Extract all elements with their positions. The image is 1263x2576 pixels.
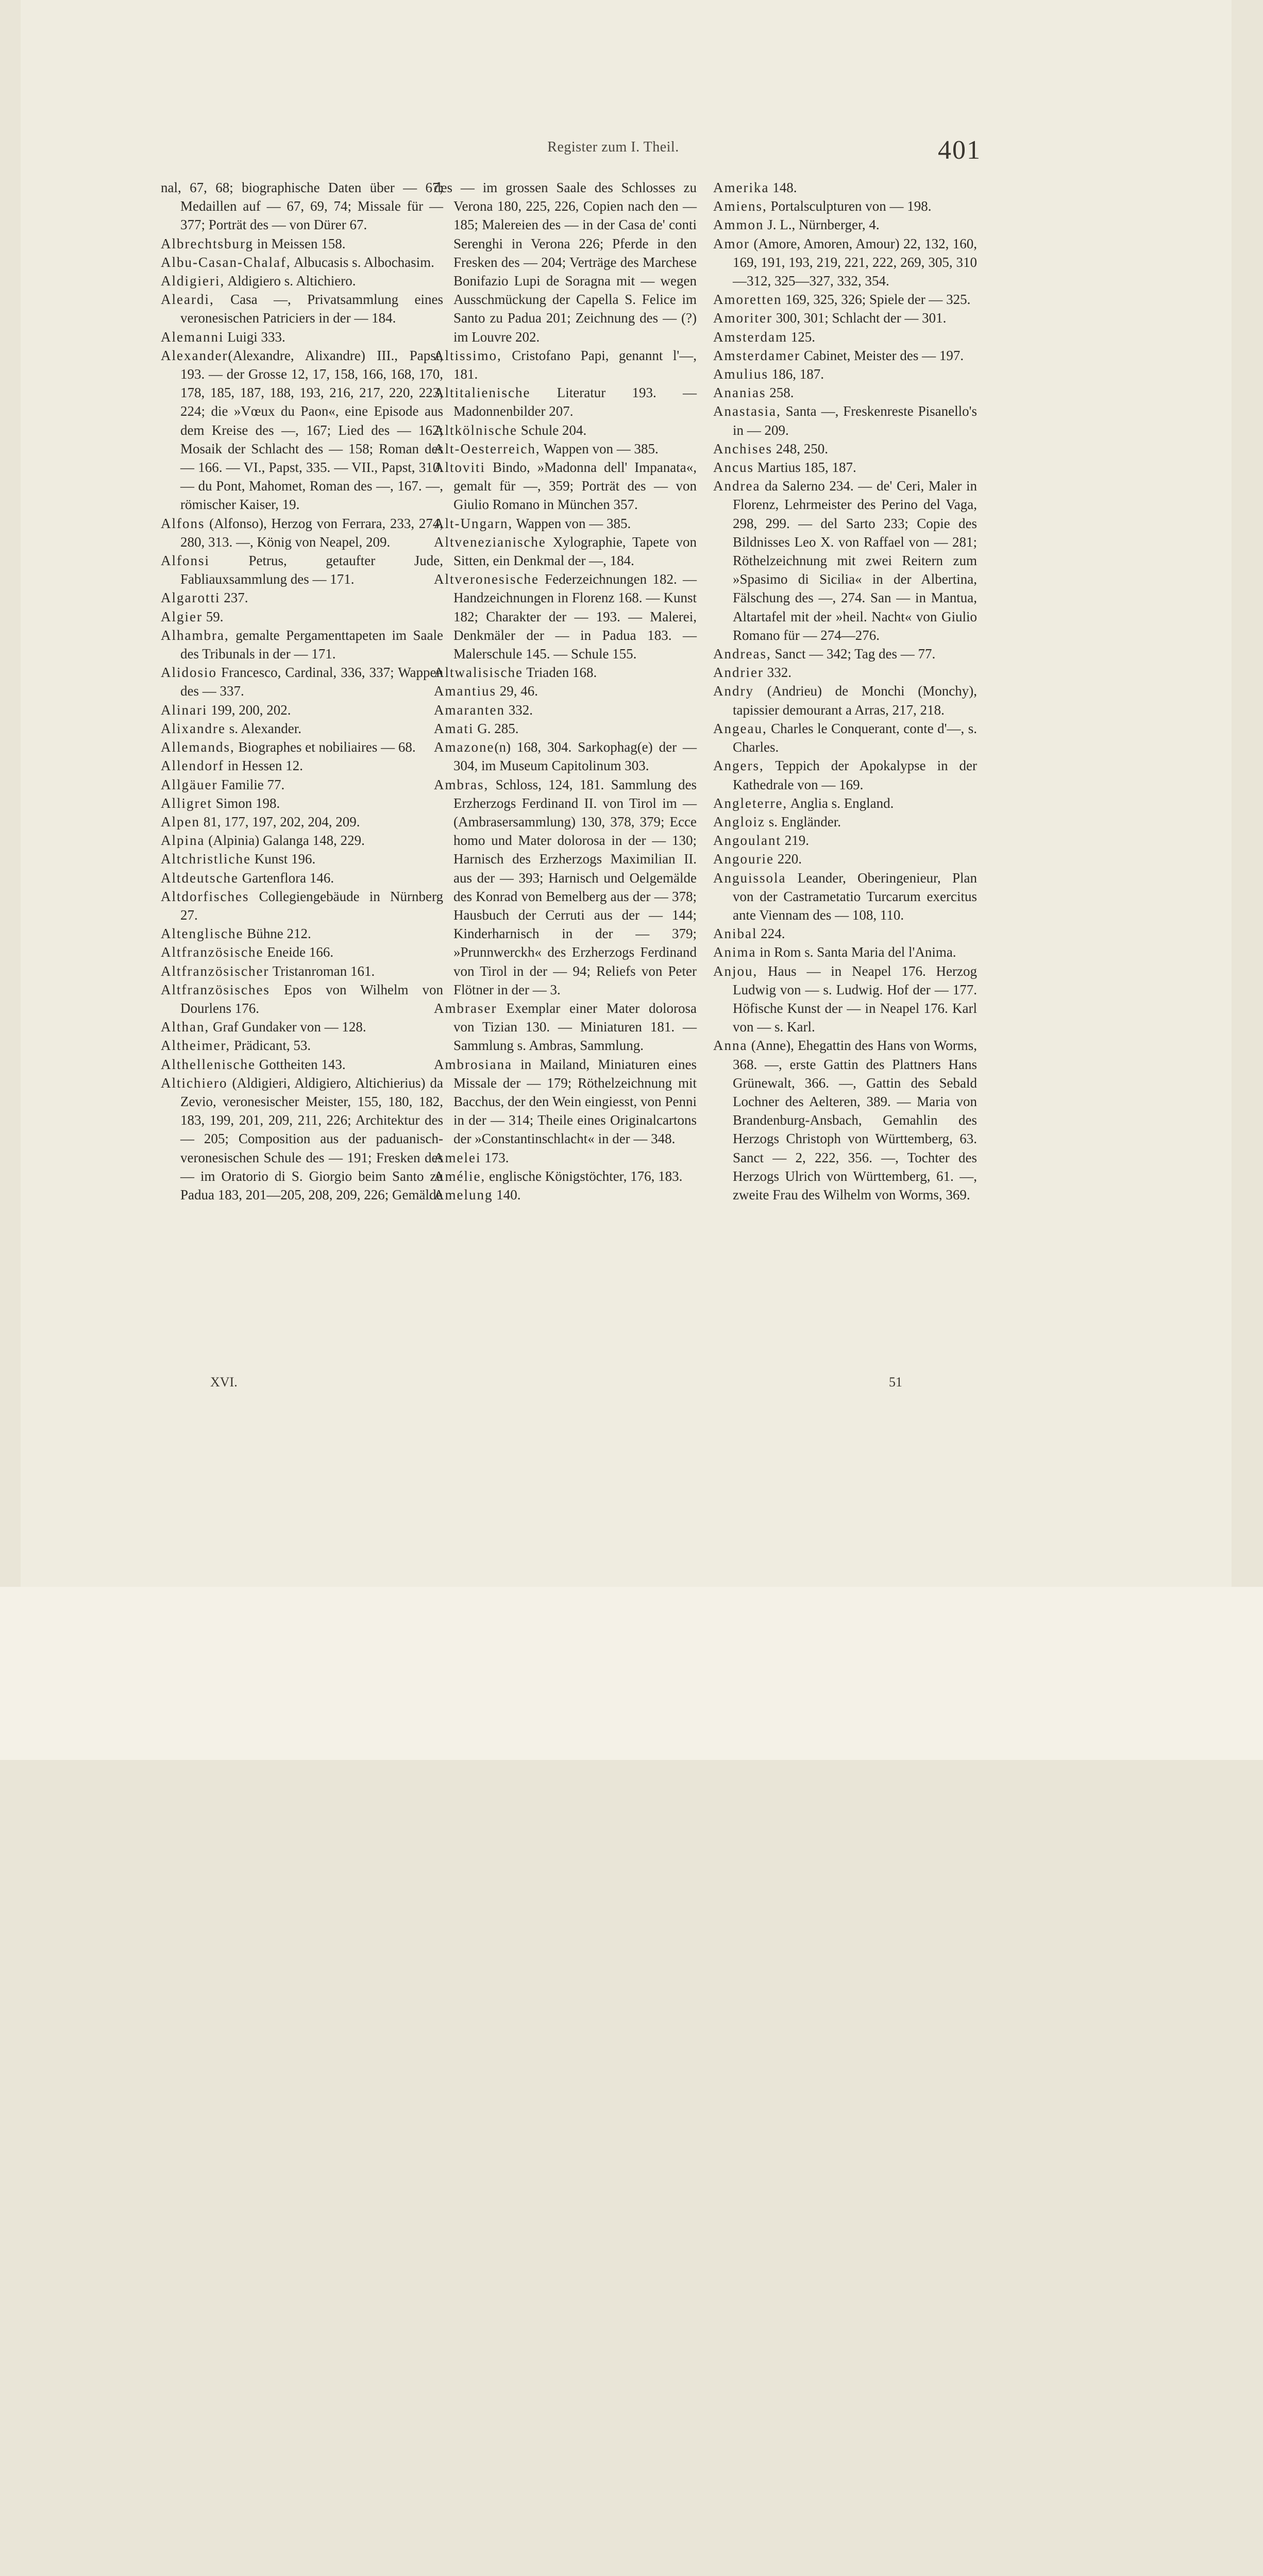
index-entry: [161, 328, 443, 346]
index-entry: [161, 812, 443, 831]
index-entry: [161, 775, 443, 794]
index-text: Sanct — 342; Tag des — 77.: [771, 646, 936, 662]
index-keyword: Altvenezianische: [434, 534, 546, 550]
index-entry: [713, 309, 977, 327]
index-entry: [713, 869, 977, 925]
index-text: Francesco, Cardinal, 336, 337; Wappen des — 337.: [180, 665, 443, 699]
index-keyword: Amelung: [434, 1187, 493, 1202]
index-entry: [713, 831, 977, 850]
index-entry: [713, 477, 977, 645]
index-keyword: Amoriter: [713, 310, 772, 326]
index-keyword: Ammon: [713, 217, 764, 233]
index-keyword: Aldigieri,: [161, 273, 225, 289]
index-entry: [161, 1055, 443, 1074]
index-text: 199, 200, 202.: [207, 702, 291, 718]
index-text: Teppich der Apokalypse in der Kathedrale von — 169.: [733, 758, 977, 792]
index-text: 224.: [757, 926, 785, 942]
index-text: G. 285.: [474, 720, 519, 736]
index-keyword: Altdorfisches: [161, 888, 249, 904]
index-text: 300, 301; Schlacht der — 301.: [772, 310, 947, 326]
index-text: 220.: [773, 851, 802, 867]
index-entry: [434, 1167, 697, 1185]
index-entry: [713, 962, 977, 1037]
index-keyword: Alligret: [161, 795, 212, 811]
index-text: Wappen von — 385.: [513, 515, 631, 531]
index-keyword: Ambraser: [434, 1000, 497, 1016]
index-keyword: Ancus: [713, 460, 754, 476]
index-text: Martius 185, 187.: [754, 460, 856, 476]
index-keyword: Aleardi,: [161, 292, 214, 308]
index-entry: [434, 346, 697, 383]
index-keyword: Amélie,: [434, 1168, 486, 1184]
index-keyword: Alexander: [161, 347, 228, 363]
index-entry: [161, 1074, 443, 1204]
index-text: Cristofano Papi, genannt l'—, 181.: [453, 347, 697, 382]
index-column-1: [161, 178, 443, 1389]
index-text: Albucasis s. Albochasim.: [291, 254, 434, 270]
index-text: 81, 177, 197, 202, 204, 209.: [199, 814, 360, 829]
index-text: Xylographie, Tapete von Sitten, ein Denkmal der —, 184.: [453, 534, 697, 569]
index-text: (Alfonso), Herzog von Ferrara, 233, 274, 280, 313. —, König von Neapel, 209.: [180, 515, 443, 550]
index-entry: [161, 346, 443, 514]
index-text: Familie 77.: [217, 776, 285, 792]
index-text: Tristanroman 161.: [269, 963, 375, 979]
index-keyword: Altitalienische: [434, 385, 531, 401]
index-text: des — im grossen Saale des Schlosses zu Verona 180, 225, 226, Copien nach den — 185; Malereien des — in der Casa de' conti Serenghi in Verona 226; Pferde in den Fresken des — 204; Verträge des Marchese Bonifazio Lupi de Soragna mit — wegen Ausschmückung der Capella S. Felice im Santo zu Padua 201; Zeichnung des — (?) im Louvre 202.: [434, 180, 697, 345]
index-entry: [161, 663, 443, 700]
index-text: Exemplar einer Mater dolorosa von Tizian 130. — Miniaturen 181. — Sammlung s. Ambras, Sammlung.: [453, 1000, 697, 1054]
index-text: Santa —, Freskenreste Pisanello's in — 209.: [733, 403, 977, 438]
index-text: 29, 46.: [496, 683, 538, 699]
index-keyword: Andry: [713, 683, 754, 699]
index-entry: [434, 533, 697, 570]
index-entry: [161, 588, 443, 607]
index-keyword: Anima: [713, 944, 756, 960]
index-keyword: Alpen: [161, 814, 200, 829]
index-entry: [161, 626, 443, 663]
index-text: 148.: [769, 180, 797, 195]
index-entry: [161, 514, 443, 551]
index-keyword: Ananias: [713, 385, 766, 401]
index-text: Schule 204.: [517, 422, 587, 438]
index-text: 237.: [220, 590, 248, 606]
index-entry: [434, 570, 697, 663]
index-entry: [713, 645, 977, 663]
index-keyword: Alfonsi: [161, 553, 210, 569]
index-keyword: Algier: [161, 608, 203, 624]
index-keyword: Altkölnische: [434, 422, 517, 438]
index-text: Anglia s. England.: [787, 795, 894, 811]
index-text: 59.: [202, 608, 224, 624]
index-entry: [713, 346, 977, 365]
index-entry: [161, 962, 443, 980]
index-keyword: Allemands,: [161, 739, 235, 755]
index-keyword: Altichiero: [161, 1075, 228, 1091]
index-text: in Meissen 158.: [253, 235, 346, 251]
index-text: J. L., Nürnberger, 4.: [764, 217, 880, 233]
index-keyword: Angourie: [713, 851, 774, 867]
index-column-2: [434, 178, 697, 1389]
index-text: Aldigiero s. Altichiero.: [225, 273, 356, 289]
index-keyword: Andrea: [713, 478, 761, 494]
index-text: Bühne 212.: [243, 926, 311, 942]
index-entry: [161, 887, 443, 924]
index-entry: [434, 383, 697, 420]
index-text: (Anne), Ehegattin des Hans von Worms, 368. —, erste Gattin des Plattners Hans Grünewalt, 366. —, Gattin des Sebald Lochner des Aelteren, 389. — Maria von Brandenburg-Ansbach, Gemahlin des Herzogs Christoph von Württemberg, 63. Sanct — 2, 222, 356. —, Tochter des Herzogs Ulrich von Württemberg, 61. —, zweite Frau des Wilhelm von Worms, 369.: [733, 1038, 977, 1202]
index-entry: [161, 924, 443, 943]
index-entry: [161, 831, 443, 850]
index-text: 186, 187.: [768, 366, 824, 382]
index-text: Luigi 333.: [224, 329, 285, 345]
index-keyword: Altoviti: [434, 460, 486, 476]
index-entry: [713, 197, 977, 215]
index-keyword: Althellenische: [161, 1056, 256, 1072]
index-entry: [434, 421, 697, 439]
index-entry: [161, 869, 443, 887]
index-keyword: Alt-Oesterreich,: [434, 440, 541, 456]
index-entry: [434, 775, 697, 999]
index-entry: [434, 682, 697, 700]
index-keyword: Allgäuer: [161, 776, 218, 792]
index-text: (Aldigieri, Aldigiero, Altichierius) da Zevio, veronesischer Meister, 155, 180, 182, 183, 199, 201, 209, 211, 226; Architektur des — 205; Composition aus der paduanisch-veronesischen Schule des — 191; Fresken des — im Oratorio di S. Giorgio beim Santo zu Padua 183, 201—205, 208, 209, 226; Gemälde: [180, 1075, 443, 1202]
index-entry: [434, 1055, 697, 1148]
index-text: Bindo, »Madonna dell' Impanata«, gemalt für —, 359; Porträt des — von Giulio Romano in München 357.: [453, 460, 697, 513]
index-text: (Amore, Amoren, Amour) 22, 132, 160, 169, 191, 193, 219, 221, 222, 269, 305, 310—312, 325—327, 332, 354.: [733, 235, 977, 289]
index-keyword: Albu-Casan-Chalaf,: [161, 254, 291, 270]
index-entry: [434, 999, 697, 1055]
index-keyword: Amiens,: [713, 198, 767, 214]
index-keyword: Anjou,: [713, 963, 758, 979]
index-keyword: Amsterdamer: [713, 347, 800, 363]
index-keyword: Althan,: [161, 1019, 210, 1035]
index-text: in Rom s. Santa Maria del l'Anima.: [756, 944, 956, 960]
index-text: Gottheiten 143.: [255, 1056, 346, 1072]
page-number: 401: [938, 135, 981, 165]
index-entry: [434, 701, 697, 719]
index-keyword: Amor: [713, 235, 750, 251]
index-keyword: Ambrosiana: [434, 1056, 512, 1072]
index-text: 169, 325, 326; Spiele der — 325.: [782, 292, 971, 308]
index-text: Graf Gundaker von — 128.: [209, 1019, 366, 1035]
index-keyword: Alidosio: [161, 665, 217, 681]
index-text: Biographes et nobiliaires — 68.: [234, 739, 416, 755]
index-entry: [161, 253, 443, 272]
index-text: Gartenflora 146.: [238, 870, 334, 886]
index-entry: [161, 794, 443, 812]
index-keyword: Anchises: [713, 440, 772, 456]
index-text: (n) 168, 304. Sarkophag(e) der — 304, im Museum Capitolinum 303.: [453, 739, 697, 774]
index-entry: [713, 328, 977, 346]
index-entry: [434, 514, 697, 533]
index-text: Portalsculpturen von — 198.: [767, 198, 932, 214]
index-text: in Mailand, Miniaturen eines Missale der — 179; Röthelzeichnung mit Bacchus, der den Wein eingiesst, von Penni in der — 314; Theile eines Originalcartons der »Constantinschlacht« in der — 348.: [453, 1056, 697, 1147]
index-text: Federzeichnungen 182. — Handzeichnungen in Florenz 168. — Kunst 182; Charakter der — 193. — Malerei, Denkmäler der — in Padua 183. — Malerschule 145. — Schule 155.: [453, 571, 697, 662]
index-keyword: Anastasia,: [713, 403, 781, 419]
index-entry: [713, 458, 977, 477]
index-keyword: Altissimo,: [434, 347, 502, 363]
index-entry: [161, 738, 443, 756]
index-text: Cabinet, Meister des — 197.: [800, 347, 964, 363]
index-text: 219.: [781, 833, 809, 849]
index-keyword: Albrechtsburg: [161, 235, 254, 251]
index-text: in Hessen 12.: [224, 758, 303, 774]
index-keyword: Alpina: [161, 833, 205, 849]
index-entry: [161, 980, 443, 1018]
index-entry: [434, 1185, 697, 1204]
index-text: 140.: [493, 1187, 521, 1202]
index-keyword: Anguissola: [713, 870, 786, 886]
index-entry: [161, 756, 443, 775]
index-entry: [434, 663, 697, 682]
index-text: (Alpinia) Galanga 148, 229.: [205, 833, 365, 849]
running-header: Register zum I. Theil.: [547, 139, 679, 155]
index-text: s. Alexander.: [225, 720, 301, 736]
index-entry: [434, 719, 697, 738]
index-text: (Andrieu) de Monchi (Monchy), tapissier demourant a Arras, 217, 218.: [733, 683, 977, 718]
index-text: Schloss, 124, 181. Sammlung des Erzherzogs Ferdinand II. von Tirol im — (Ambrasersammlung) 130, 378, 379; Ecce homo und Mater dolorosa in der — 130; Harnisch des Erzherzogs Maximilian II. aus der — 393; Harnisch und Oelgemälde des Konrad von Bemelberg aus der — 378; Hausbuch der Cerruti aus der — 144; Kinderharnisch in der — 379; »Prunnwerckh« des Erzherzogs Ferdinand von Tirol in der — 94; Reliefs von Peter Flötner in der — 3.: [453, 776, 697, 997]
index-keyword: Ambras,: [434, 776, 489, 792]
index-text: Prädicant, 53.: [230, 1038, 311, 1054]
index-keyword: Anibal: [713, 926, 757, 942]
index-entry: [713, 234, 977, 291]
index-keyword: Angoulant: [713, 833, 781, 849]
index-entry: [713, 812, 977, 831]
index-entry: [161, 1036, 443, 1055]
index-text: s. Engländer.: [765, 814, 841, 829]
index-keyword: Amsterdam: [713, 329, 787, 345]
index-entry: [161, 272, 443, 290]
index-keyword: Angloiz: [713, 814, 765, 829]
index-text: 332.: [763, 665, 792, 681]
digitization-footer: [0, 1587, 1263, 1760]
index-text: Literatur 193. — Madonnenbilder 207.: [453, 385, 697, 419]
index-entry: [713, 850, 977, 868]
index-keyword: Andrier: [713, 665, 764, 681]
index-text: 258.: [766, 385, 794, 401]
index-keyword: Alfons: [161, 515, 205, 531]
index-entry: [161, 701, 443, 719]
index-entry: [713, 383, 977, 402]
index-text: da Salerno 234. — de' Ceri, Maler in Florenz, Lehrmeister des Perino del Vaga, 298, 299. — del Sarto 233; Copie des Bildnisses Leo X. von Raffael von — 281; Röthelzeichnung mit zwei Reitern zum »Spasimo di Sicilia« in der Albertina, Fälschung des —, 274. San — in Mantua, Altartafel mit der »heil. Nacht« von Giulio Romano für — 274—276.: [733, 478, 977, 643]
index-keyword: Allendorf: [161, 758, 224, 774]
index-text: Charles le Conquerant, conte d'—, s. Charles.: [733, 720, 977, 755]
index-keyword: Angeau,: [713, 720, 767, 736]
index-keyword: Alemanni: [161, 329, 224, 345]
signature-mark: XVI.: [210, 1375, 238, 1389]
index-keyword: Altfranzösische: [161, 944, 264, 960]
index-entry: [713, 794, 977, 812]
index-entry: [713, 290, 977, 309]
index-text: Casa —, Privatsammlung eines veronesischen Patriciers in der — 184.: [180, 292, 443, 326]
index-keyword: Amati: [434, 720, 474, 736]
index-entry: [161, 290, 443, 327]
index-keyword: Alinari: [161, 702, 208, 718]
index-entry: [713, 402, 977, 439]
index-text: (Alexandre, Alixandre) III., Papst, 193. — der Grosse 12, 17, 158, 166, 168, 170, 178, 185, 187, 188, 193, 216, 217, 220, 223, 224; die »Vœux du Paon«, eine Episode aus dem Kreise des —, 167; Lied des — 162; Mosaik der Schlacht des — 158; Roman des — 166. — VI., Papst, 335. — VII., Papst, 310. — du Pont, Mahomet, Roman des —, 167. —, römischer Kaiser, 19.: [180, 347, 443, 513]
index-text: 332.: [504, 702, 533, 718]
index-keyword: Amoretten: [713, 292, 782, 308]
index-entry: [713, 719, 977, 756]
index-entry: [713, 663, 977, 682]
index-entry: [161, 178, 443, 234]
index-keyword: Amazone: [434, 739, 495, 755]
index-keyword: Algarotti: [161, 590, 221, 606]
index-entry: [434, 439, 697, 458]
index-keyword: Altheimer,: [161, 1038, 231, 1054]
index-entry: [434, 1148, 697, 1167]
index-keyword: Altdeutsche: [161, 870, 239, 886]
index-text: 125.: [787, 329, 815, 345]
index-entry: [713, 756, 977, 793]
index-entry: [713, 215, 977, 234]
index-text: Simon 198.: [212, 795, 280, 811]
index-keyword: Altfranzösisches: [161, 981, 270, 997]
index-text: Triaden 168.: [523, 665, 597, 681]
index-entry: [713, 1036, 977, 1204]
index-keyword: Alhambra,: [161, 627, 229, 643]
index-keyword: Angleterre,: [713, 795, 788, 811]
index-entry: [713, 943, 977, 961]
index-keyword: Angers,: [713, 758, 764, 774]
index-entry: [161, 607, 443, 626]
index-entry: [713, 365, 977, 383]
index-entry: [161, 719, 443, 738]
index-keyword: Altveronesische: [434, 571, 539, 587]
sheet-number: 51: [889, 1375, 902, 1389]
index-keyword: Altchristliche: [161, 851, 251, 867]
index-entry: [713, 178, 977, 197]
index-entry: [161, 234, 443, 253]
index-entry: [161, 1018, 443, 1036]
index-entry: [434, 738, 697, 775]
index-text: englische Königstöchter, 176, 183.: [485, 1168, 683, 1184]
index-text: Haus — in Neapel 176. Herzog Ludwig von — s. Ludwig. Hof der — 177. Höfische Kunst der — in Neapel 176. Karl von — s. Karl.: [733, 963, 977, 1035]
index-entry: [434, 178, 697, 346]
index-entry: [161, 943, 443, 961]
index-keyword: Altfranzösischer: [161, 963, 270, 979]
index-text: Collegiengebäude in Nürnberg 27.: [180, 888, 443, 923]
index-text: 248, 250.: [772, 440, 828, 456]
index-entry: [713, 924, 977, 943]
index-keyword: Amelei: [434, 1149, 481, 1165]
index-keyword: Andreas,: [713, 646, 771, 662]
index-text: Leander, Oberingenieur, Plan von der Castrametatio Turcarum exercitus ante Viennam des — 108, 110.: [733, 870, 977, 923]
index-keyword: Altenglische: [161, 926, 244, 942]
index-keyword: Amaranten: [434, 702, 505, 718]
index-text: Wappen von — 385.: [540, 440, 659, 456]
index-entry: [713, 439, 977, 458]
index-keyword: Alt-Ungarn,: [434, 515, 513, 531]
index-keyword: Amantius: [434, 683, 496, 699]
scanned-page: [21, 0, 1232, 1587]
index-keyword: Anna: [713, 1038, 748, 1054]
index-entry: [161, 850, 443, 868]
index-keyword: Altwalisische: [434, 665, 523, 681]
index-text: Kunst 196.: [250, 851, 316, 867]
index-text: 173.: [481, 1149, 509, 1165]
index-text: Eneide 166.: [263, 944, 334, 960]
index-keyword: Amerika: [713, 180, 769, 195]
index-text: nal, 67, 68; biographische Daten über — 67; Medaillen auf — 67, 69, 74; Missale für — 377; Porträt des — von Dürer 67.: [161, 180, 443, 233]
index-column-3: [713, 178, 977, 1389]
index-entry: [713, 682, 977, 719]
index-entry: [161, 551, 443, 588]
index-text: Petrus, getaufter Jude, Fabliauxsammlung des — 171.: [180, 553, 443, 587]
index-keyword: Alixandre: [161, 720, 226, 736]
index-entry: [434, 458, 697, 514]
index-keyword: Amulius: [713, 366, 769, 382]
index-text: Epos von Wilhelm von Dourlens 176.: [180, 981, 443, 1016]
index-text: gemalte Pergamenttapeten im Saale des Tribunals in der — 171.: [180, 627, 443, 662]
